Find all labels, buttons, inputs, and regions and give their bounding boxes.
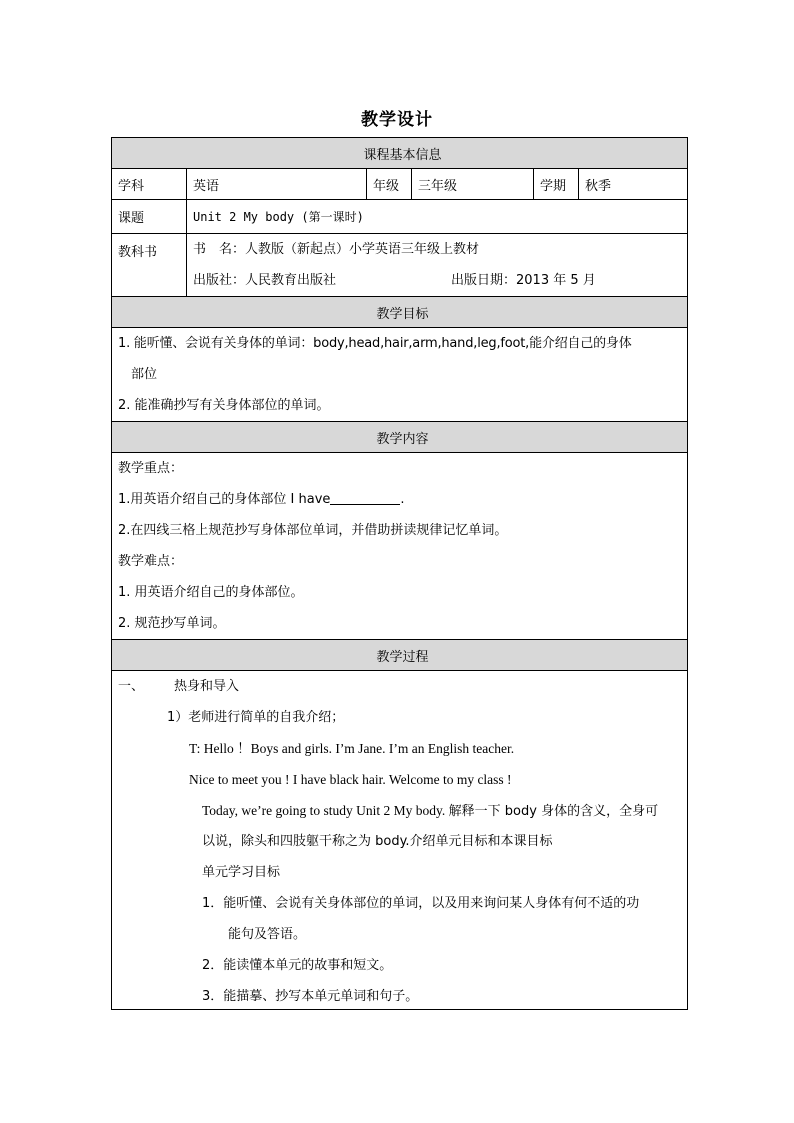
section-header-content (112, 422, 688, 453)
subject-label: 学科 (112, 169, 187, 200)
today-line (118, 795, 687, 826)
key-point-2: 2.在四线三格上规范抄写身体部位单词，并借助拼读规律记忆单词。 (118, 523, 508, 538)
goal-item-1: 1. 能听懂、会说有关身体的单词：body,head,hair,arm,hand,leg,foot,能介绍自己的身体 (118, 336, 632, 351)
substep-1: 1）老师进行简单的自我介绍； (167, 710, 345, 725)
teacher-greeting: T: Hello ！Boys and girls. I’m Jane. I’m an English teacher. (189, 741, 515, 756)
unit-goal-3: 3．能描摹、抄写本单元单词和句子。 (202, 989, 419, 1004)
content-row (112, 453, 688, 640)
key-point-1 (118, 484, 687, 515)
topic-value: Unit 2 My body (第一课时) (187, 200, 688, 234)
publish-date: 出版日期：2013 年 5 月 (451, 273, 596, 288)
term-label: 学期 (534, 169, 579, 200)
unit-goal-1: 1．能听懂、会说有关身体部位的单词，以及用来询问某人身体有何不适的功 (202, 896, 640, 911)
textbook-label: 教科书 (112, 234, 187, 297)
section-title-content: 教学内容 (112, 422, 688, 453)
content-cell (112, 453, 688, 640)
step-title: 热身和导入 (174, 679, 240, 694)
textbook-details (187, 234, 688, 297)
step-number: 一、 (118, 679, 145, 694)
fill-in-blank (330, 490, 400, 505)
teacher-welcome: Nice to meet you ! I have black hair. Welcome to my class ! (189, 772, 512, 787)
process-cell (112, 671, 688, 1010)
key-points-label: 教学重点： (118, 461, 184, 476)
today-english: Today, we’re going to study Unit 2 My body. (202, 803, 449, 818)
difficulty-1: 1. 用英语介绍自己的身体部位。 (118, 585, 304, 600)
today-chinese: 解释一下 body 身体的含义，全身可 (448, 804, 659, 819)
publisher: 出版社：人民教育出版社 (193, 273, 337, 288)
grade-value: 三年级 (412, 169, 534, 200)
difficulty-2: 2. 规范抄写单词。 (118, 616, 226, 631)
section-title-process: 教学过程 (112, 640, 688, 671)
section-header-process (112, 640, 688, 671)
document-title: 教学设计 (361, 110, 433, 130)
unit-goal-1-cont: 能句及答语。 (228, 927, 307, 942)
unit-goal-2: 2．能读懂本单元的故事和短文。 (202, 958, 393, 973)
goal-item-2: 2. 能准确抄写有关身体部位的单词。 (118, 398, 330, 413)
grade-label: 年级 (367, 169, 412, 200)
book-name: 书 名：人教版（新起点）小学英语三年级上教材 (193, 242, 480, 257)
lesson-plan-table (111, 137, 688, 1010)
section-header-basic (112, 138, 688, 169)
topic-row (112, 200, 688, 234)
unit-goals-label: 单元学习目标 (202, 865, 281, 880)
process-row (112, 671, 688, 1010)
goals-row (112, 328, 688, 422)
section-title-basic: 课程基本信息 (112, 138, 688, 169)
goals-cell (112, 328, 688, 422)
info-row (112, 169, 688, 200)
textbook-row (112, 234, 688, 297)
step-heading (118, 671, 687, 702)
difficulty-label: 教学难点： (118, 554, 184, 569)
section-title-goals: 教学目标 (112, 297, 688, 328)
key-point-1-end: . (400, 492, 405, 507)
today-line-cont: 以说，除头和四肢躯干称之为 body.介绍单元目标和本课目标 (202, 834, 553, 849)
goal-item-1-cont: 部位 (131, 367, 158, 382)
topic-label: 课题 (112, 200, 187, 234)
term-value: 秋季 (579, 169, 688, 200)
section-header-goals (112, 297, 688, 328)
subject-value: 英语 (187, 169, 367, 200)
publisher-line (193, 265, 687, 296)
key-point-1-text: 1.用英语介绍自己的身体部位 I have (118, 492, 331, 507)
